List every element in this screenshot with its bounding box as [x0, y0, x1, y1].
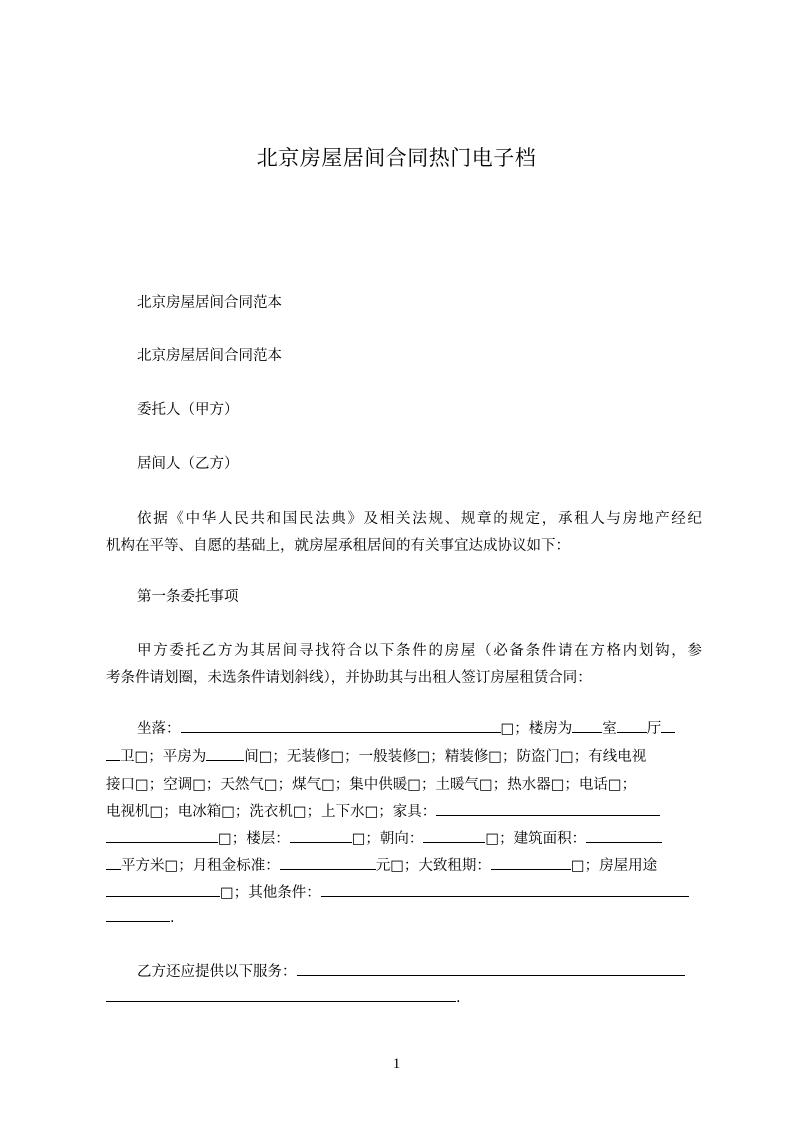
- baths-blank-end[interactable]: [106, 746, 120, 761]
- intro-line-1: 依据《中华人民共和国民法典》及相关法规、规章的规定，承租人与房地产经纪: [137, 511, 702, 527]
- halls-blank[interactable]: [617, 718, 647, 733]
- orientation-blank[interactable]: [423, 828, 485, 843]
- article-1-heading: 第一条委托事项: [137, 589, 239, 605]
- orientation-label: □；朝向：: [351, 831, 424, 847]
- other-conditions-blank-end[interactable]: [106, 907, 170, 922]
- building-type-label: □；楼房为: [500, 721, 573, 737]
- rent-blank[interactable]: [280, 855, 376, 870]
- services-end-period: .: [456, 990, 461, 1006]
- area-blank-end[interactable]: [106, 855, 121, 870]
- location-blank[interactable]: [181, 718, 501, 733]
- area-blank-start[interactable]: [586, 828, 662, 843]
- page-number: 1: [392, 1056, 401, 1072]
- lease-term-label: 元□；大致租期：: [375, 858, 491, 874]
- bath-label: 卫□；平房为: [120, 749, 207, 765]
- location-label: 坐落：: [137, 721, 181, 737]
- conditions-line-5: [106, 827, 702, 848]
- furniture-blank-start[interactable]: [436, 801, 660, 816]
- floor-label: □；楼层：: [218, 831, 290, 847]
- other-conditions-label: □；其他条件：: [220, 885, 321, 901]
- services-line-2: [106, 987, 702, 1006]
- bungalow-rooms-blank[interactable]: [206, 746, 244, 761]
- conditions-line-7: [106, 881, 702, 902]
- entrust-line-1: 甲方委托乙方为其居间寻找符合以下条件的房屋（必备条件请在方格内划钩，参: [137, 643, 702, 659]
- entrust-line-2: 考条件请划圈，未选条件请划斜线），并协助其与出租人签订房屋租赁合同：: [106, 670, 592, 686]
- room-unit: 室: [602, 721, 617, 737]
- hall-unit: 厅: [646, 721, 662, 737]
- usage-blank[interactable]: [106, 882, 220, 897]
- document-title: 北京房屋居间合同热门电子档: [256, 146, 537, 170]
- decoration-options: 间□；无装修□；一般装修□；精装修□；防盗门□；有线电视: [244, 749, 647, 765]
- appliance-options: 电视机□；电冰箱□；洗衣机□；上下水□；家具：: [106, 804, 437, 820]
- services-blank-end[interactable]: [106, 987, 456, 1002]
- conditions-line-6: [106, 854, 702, 875]
- lease-term-blank[interactable]: [491, 855, 571, 870]
- party-b-label: 居间人（乙方）: [137, 456, 239, 472]
- usage-label: □；房屋用途: [570, 858, 658, 874]
- conditions-line-1: [137, 717, 702, 738]
- heading-contract-sample-1: 北京房屋居间合同范本: [137, 295, 282, 311]
- rooms-blank[interactable]: [572, 718, 602, 733]
- other-conditions-blank-start[interactable]: [321, 882, 689, 897]
- services-label: 乙方还应提供以下服务：: [137, 964, 297, 980]
- conditions-line-3: 接口□；空调□；天然气□；煤气□；集中供暖□；土暖气□；热水器□；电话□；: [106, 777, 637, 793]
- services-blank-start[interactable]: [297, 961, 685, 976]
- area-label: □；建筑面积：: [485, 831, 587, 847]
- conditions-line-2: [106, 745, 702, 766]
- furniture-blank-end[interactable]: [106, 828, 218, 843]
- baths-blank-start[interactable]: [661, 718, 675, 733]
- conditions-line-4: [106, 800, 702, 821]
- conditions-line-8: [106, 907, 702, 926]
- rent-label: 平方米□；月租金标准：: [121, 858, 280, 874]
- intro-line-2: 机构在平等、自愿的基础上，就房屋承租居间的有关事宜达成协议如下：: [106, 538, 570, 554]
- heading-contract-sample-2: 北京房屋居间合同范本: [137, 348, 282, 364]
- conditions-end-period: .: [170, 910, 175, 926]
- services-line-1: [137, 960, 702, 981]
- party-a-label: 委托人（甲方）: [137, 402, 239, 418]
- floor-blank[interactable]: [290, 828, 352, 843]
